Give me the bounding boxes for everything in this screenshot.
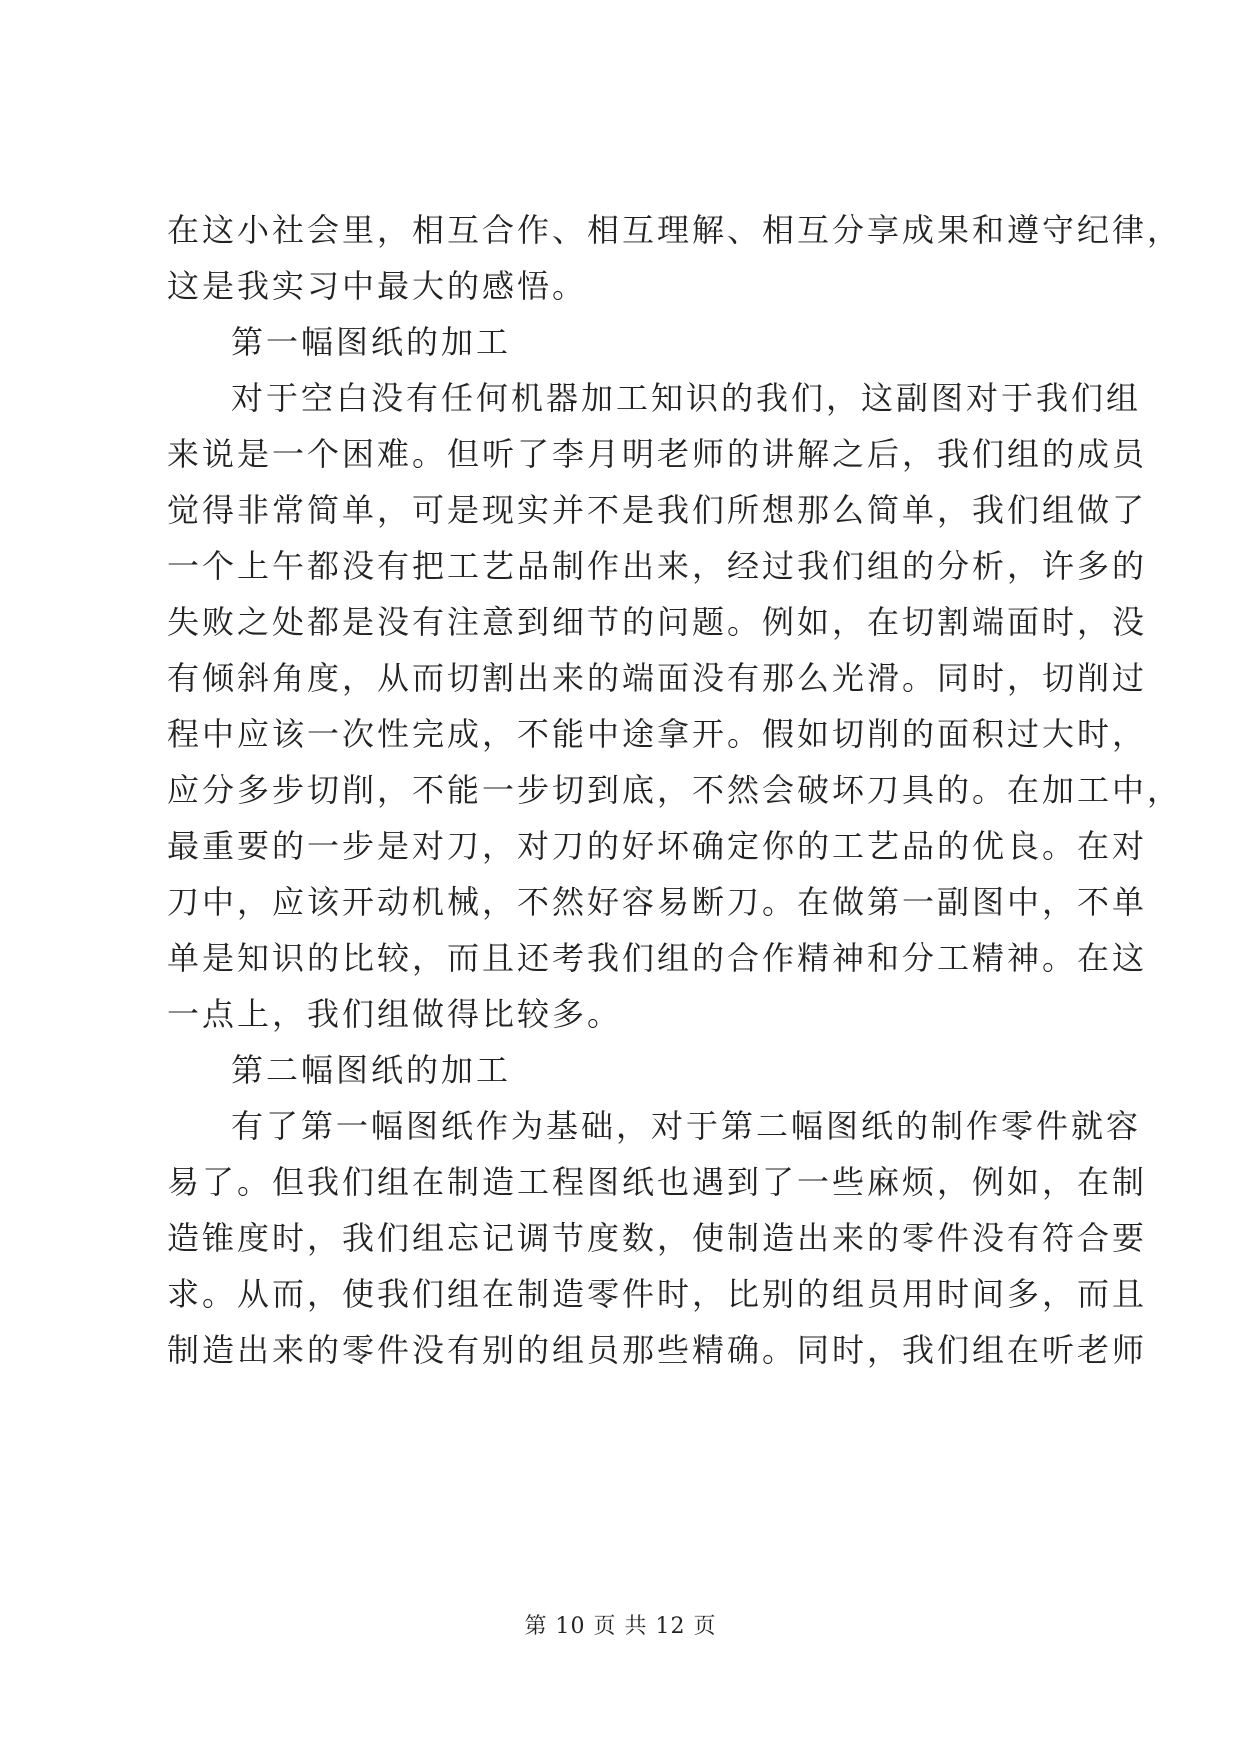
text-line: 易了。但我们组在制造工程图纸也遇到了一些麻烦，例如，在制 — [167, 1163, 1148, 1201]
text-line: 对于空白没有任何机器加工知识的我们，这副图对于我们组 — [231, 379, 1142, 417]
text-line: 一个上午都没有把工艺品制作出来，经过我们组的分析，许多的 — [167, 547, 1148, 585]
text-line: 最重要的一步是对刀，对刀的好坏确定你的工艺品的优良。在对 — [167, 827, 1148, 865]
text-line: 程中应该一次性完成，不能中途拿开。假如切削的面积过大时， — [167, 715, 1148, 753]
text-line: 在这小社会里，相互合作、相互理解、相互分享成果和遵守纪律， — [167, 211, 1183, 249]
text-line: 制造出来的零件没有别的组员那些精确。同时，我们组在听老师 — [167, 1331, 1148, 1369]
text-line: 有倾斜角度，从而切割出来的端面没有那么光滑。同时，切削过 — [167, 659, 1148, 697]
section-heading: 第二幅图纸的加工 — [231, 1051, 512, 1089]
text-line: 觉得非常简单，可是现实并不是我们所想那么简单，我们组做了 — [167, 491, 1148, 529]
page-number-footer: 第 10 页 共 12 页 — [524, 1614, 717, 1639]
text-line: 失败之处都是没有注意到细节的问题。例如，在切割端面时，没 — [167, 603, 1148, 641]
text-line: 刀中，应该开动机械，不然好容易断刀。在做第一副图中，不单 — [167, 883, 1148, 921]
text-line: 求。从而，使我们组在制造零件时，比别的组员用时间多，而且 — [167, 1275, 1148, 1313]
text-line: 这是我实习中最大的感悟。 — [167, 267, 588, 305]
text-line: 一点上，我们组做得比较多。 — [167, 995, 623, 1033]
section-heading: 第一幅图纸的加工 — [231, 323, 512, 361]
text-line: 应分多步切削，不能一步切到底，不然会破坏刀具的。在加工中， — [167, 771, 1183, 809]
text-line: 单是知识的比较，而且还考我们组的合作精神和分工精神。在这 — [167, 939, 1148, 977]
text-line: 有了第一幅图纸作为基础，对于第二幅图纸的制作零件就容 — [231, 1107, 1142, 1145]
text-line: 来说是一个困难。但听了李月明老师的讲解之后，我们组的成员 — [167, 435, 1148, 473]
text-line: 造锥度时，我们组忘记调节度数，使制造出来的零件没有符合要 — [167, 1219, 1148, 1257]
